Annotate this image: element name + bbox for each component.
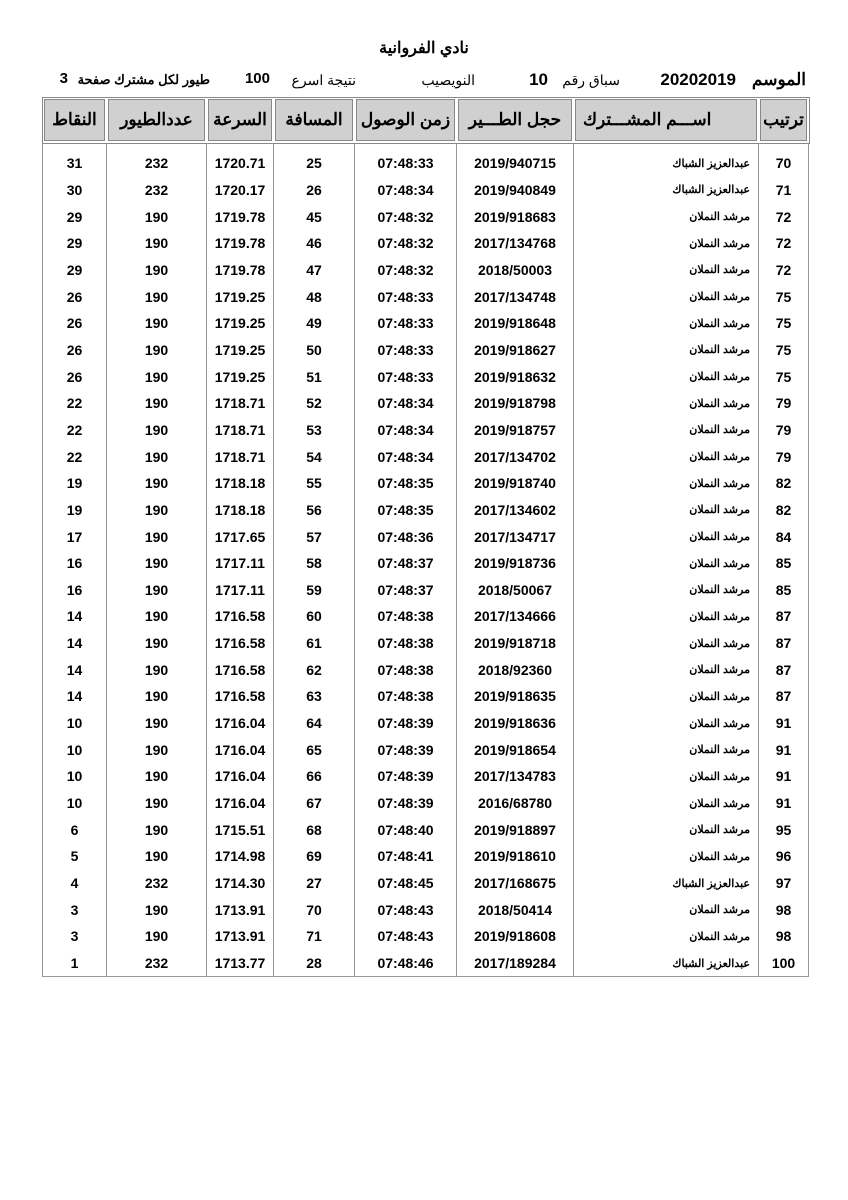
cell-speed: 1718.71: [207, 390, 274, 417]
cell-rank: 100: [759, 950, 809, 977]
cell-distance: 46: [274, 230, 355, 257]
cell-bird-count: 190: [107, 230, 207, 257]
table-row: [43, 497, 809, 524]
cell-bird-count: 190: [107, 390, 207, 417]
cell-points: 29: [43, 230, 107, 257]
col-bird-count: عددالطيور: [107, 98, 207, 143]
col-distance: المسافة: [274, 98, 355, 143]
cell-ring: 2017/168675: [457, 870, 574, 897]
cell-arrival-time: 07:48:33: [355, 143, 457, 177]
cell-points: 22: [43, 417, 107, 444]
cell-ring: 2019/918648: [457, 310, 574, 337]
cell-participant: مرشد النملان: [574, 283, 759, 310]
cell-participant: مرشد النملان: [574, 523, 759, 550]
cell-points: 30: [43, 177, 107, 204]
cell-speed: 1713.77: [207, 950, 274, 977]
cell-rank: 87: [759, 603, 809, 630]
cell-points: 26: [43, 363, 107, 390]
cell-rank: 75: [759, 337, 809, 364]
cell-rank: 72: [759, 257, 809, 284]
cell-speed: 1717.65: [207, 523, 274, 550]
cell-participant: مرشد النملان: [574, 257, 759, 284]
cell-bird-count: 190: [107, 283, 207, 310]
cell-ring: 2017/134717: [457, 523, 574, 550]
cell-rank: 72: [759, 230, 809, 257]
cell-participant: مرشد النملان: [574, 763, 759, 790]
results-table: [41, 96, 810, 977]
cell-bird-count: 190: [107, 363, 207, 390]
cell-distance: 49: [274, 310, 355, 337]
cell-rank: 85: [759, 577, 809, 604]
cell-points: 10: [43, 763, 107, 790]
cell-participant: مرشد النملان: [574, 337, 759, 364]
cell-distance: 60: [274, 603, 355, 630]
cell-participant: مرشد النملان: [574, 923, 759, 950]
cell-arrival-time: 07:48:35: [355, 470, 457, 497]
col-points: النقاط: [43, 98, 107, 143]
cell-distance: 65: [274, 736, 355, 763]
cell-speed: 1719.78: [207, 257, 274, 284]
cell-rank: 97: [759, 870, 809, 897]
cell-bird-count: 190: [107, 550, 207, 577]
cell-ring: 2019/918736: [457, 550, 574, 577]
cell-distance: 55: [274, 470, 355, 497]
cell-bird-count: 190: [107, 443, 207, 470]
result-label: نتيجة اسرع: [291, 72, 356, 88]
cell-speed: 1714.30: [207, 870, 274, 897]
cell-ring: 2019/918608: [457, 923, 574, 950]
cell-ring: 2018/50003: [457, 257, 574, 284]
cell-arrival-time: 07:48:41: [355, 843, 457, 870]
cell-speed: 1716.58: [207, 603, 274, 630]
table-row: [43, 843, 809, 870]
cell-participant: مرشد النملان: [574, 710, 759, 737]
season-label: الموسم: [751, 70, 806, 89]
cell-ring: 2019/918718: [457, 630, 574, 657]
cell-rank: 91: [759, 763, 809, 790]
cell-rank: 79: [759, 443, 809, 470]
table-row: [43, 230, 809, 257]
col-arrival-time: زمن الوصول: [355, 98, 457, 143]
cell-speed: 1716.58: [207, 683, 274, 710]
cell-arrival-time: 07:48:43: [355, 896, 457, 923]
cell-arrival-time: 07:48:34: [355, 443, 457, 470]
cell-participant: عبدالعزيز الشباك: [574, 870, 759, 897]
cell-distance: 53: [274, 417, 355, 444]
cell-bird-count: 190: [107, 257, 207, 284]
race-type: النويصيب: [421, 72, 475, 88]
cell-distance: 48: [274, 283, 355, 310]
cell-arrival-time: 07:48:33: [355, 337, 457, 364]
cell-ring: 2019/918635: [457, 683, 574, 710]
cell-distance: 59: [274, 577, 355, 604]
table-row: [43, 310, 809, 337]
cell-participant: مرشد النملان: [574, 736, 759, 763]
cell-ring: 2019/918683: [457, 203, 574, 230]
cell-points: 3: [43, 896, 107, 923]
club-title: نادي الفروانية: [379, 40, 469, 57]
cell-speed: 1719.25: [207, 337, 274, 364]
cell-points: 16: [43, 550, 107, 577]
table-row: [43, 896, 809, 923]
cell-distance: 28: [274, 950, 355, 977]
cell-ring: 2019/918636: [457, 710, 574, 737]
cell-speed: 1719.25: [207, 310, 274, 337]
cell-points: 3: [43, 923, 107, 950]
table-row: [43, 363, 809, 390]
cell-points: 5: [43, 843, 107, 870]
cell-bird-count: 190: [107, 577, 207, 604]
cell-distance: 66: [274, 763, 355, 790]
cell-rank: 75: [759, 283, 809, 310]
cell-bird-count: 190: [107, 816, 207, 843]
table-row: [43, 443, 809, 470]
race-label: سباق رقم: [562, 72, 620, 88]
cell-arrival-time: 07:48:39: [355, 790, 457, 817]
cell-rank: 79: [759, 417, 809, 444]
cell-participant: مرشد النملان: [574, 790, 759, 817]
cell-distance: 54: [274, 443, 355, 470]
cell-distance: 68: [274, 816, 355, 843]
cell-rank: 75: [759, 363, 809, 390]
table-row: [43, 203, 809, 230]
cell-arrival-time: 07:48:32: [355, 230, 457, 257]
cell-distance: 51: [274, 363, 355, 390]
table-row: [43, 656, 809, 683]
cell-participant: مرشد النملان: [574, 443, 759, 470]
cell-distance: 56: [274, 497, 355, 524]
cell-rank: 96: [759, 843, 809, 870]
cell-bird-count: 190: [107, 337, 207, 364]
cell-distance: 47: [274, 257, 355, 284]
cell-bird-count: 190: [107, 683, 207, 710]
cell-participant: مرشد النملان: [574, 683, 759, 710]
cell-rank: 91: [759, 790, 809, 817]
cell-participant: مرشد النملان: [574, 417, 759, 444]
cell-points: 22: [43, 390, 107, 417]
cell-points: 1: [43, 950, 107, 977]
cell-bird-count: 190: [107, 843, 207, 870]
cell-points: 17: [43, 523, 107, 550]
cell-points: 10: [43, 710, 107, 737]
cell-points: 26: [43, 283, 107, 310]
cell-distance: 25: [274, 143, 355, 177]
cell-bird-count: 190: [107, 310, 207, 337]
cell-bird-count: 190: [107, 417, 207, 444]
table-row: [43, 630, 809, 657]
cell-bird-count: 190: [107, 896, 207, 923]
cell-rank: 91: [759, 736, 809, 763]
table-row: [43, 950, 809, 977]
table-row: [43, 257, 809, 284]
cell-participant: مرشد النملان: [574, 577, 759, 604]
cell-bird-count: 190: [107, 523, 207, 550]
cell-points: 14: [43, 603, 107, 630]
cell-participant: مرشد النملان: [574, 603, 759, 630]
cell-rank: 98: [759, 896, 809, 923]
cell-arrival-time: 07:48:38: [355, 656, 457, 683]
cell-rank: 85: [759, 550, 809, 577]
cell-rank: 79: [759, 390, 809, 417]
col-participant: اســـم المشـــترك: [574, 98, 759, 143]
cell-participant: عبدالعزيز الشباك: [574, 143, 759, 177]
cell-participant: مرشد النملان: [574, 470, 759, 497]
table-row: [43, 470, 809, 497]
cell-rank: 87: [759, 630, 809, 657]
cell-bird-count: 190: [107, 203, 207, 230]
cell-ring: 2017/134666: [457, 603, 574, 630]
cell-speed: 1719.78: [207, 203, 274, 230]
cell-speed: 1716.58: [207, 656, 274, 683]
cell-ring: 2019/940715: [457, 143, 574, 177]
cell-points: 29: [43, 257, 107, 284]
cell-points: 19: [43, 470, 107, 497]
cell-participant: مرشد النملان: [574, 310, 759, 337]
cell-points: 14: [43, 656, 107, 683]
cell-participant: مرشد النملان: [574, 363, 759, 390]
cell-distance: 70: [274, 896, 355, 923]
cell-arrival-time: 07:48:40: [355, 816, 457, 843]
page-number: 3: [59, 70, 68, 87]
cell-participant: مرشد النملان: [574, 550, 759, 577]
cell-rank: 70: [759, 143, 809, 177]
cell-participant: مرشد النملان: [574, 843, 759, 870]
cell-arrival-time: 07:48:33: [355, 310, 457, 337]
cell-distance: 67: [274, 790, 355, 817]
cell-bird-count: 190: [107, 603, 207, 630]
cell-points: 26: [43, 310, 107, 337]
cell-speed: 1718.71: [207, 417, 274, 444]
cell-speed: 1713.91: [207, 896, 274, 923]
cell-speed: 1716.58: [207, 630, 274, 657]
cell-rank: 84: [759, 523, 809, 550]
cell-points: 26: [43, 337, 107, 364]
cell-bird-count: 190: [107, 736, 207, 763]
cell-ring: 2019/918757: [457, 417, 574, 444]
cell-speed: 1716.04: [207, 763, 274, 790]
cell-arrival-time: 07:48:38: [355, 603, 457, 630]
cell-speed: 1720.71: [207, 143, 274, 177]
cell-points: 10: [43, 790, 107, 817]
cell-ring: 2019/918610: [457, 843, 574, 870]
cell-arrival-time: 07:48:34: [355, 177, 457, 204]
cell-speed: 1719.78: [207, 230, 274, 257]
cell-arrival-time: 07:48:46: [355, 950, 457, 977]
cell-bird-count: 190: [107, 790, 207, 817]
table-row: [43, 550, 809, 577]
cell-distance: 27: [274, 870, 355, 897]
cell-arrival-time: 07:48:39: [355, 763, 457, 790]
cell-speed: 1718.18: [207, 497, 274, 524]
cell-arrival-time: 07:48:38: [355, 630, 457, 657]
cell-rank: 82: [759, 470, 809, 497]
col-ring: حجل الطـــير: [457, 98, 574, 143]
cell-distance: 64: [274, 710, 355, 737]
cell-participant: عبدالعزيز الشباك: [574, 177, 759, 204]
cell-distance: 57: [274, 523, 355, 550]
cell-ring: 2019/918740: [457, 470, 574, 497]
table-row: [43, 177, 809, 204]
cell-rank: 75: [759, 310, 809, 337]
cell-bird-count: 232: [107, 870, 207, 897]
cell-bird-count: 190: [107, 656, 207, 683]
cell-speed: 1718.71: [207, 443, 274, 470]
table-row: [43, 790, 809, 817]
table-row: [43, 763, 809, 790]
cell-participant: عبدالعزيز الشباك: [574, 950, 759, 977]
cell-arrival-time: 07:48:33: [355, 363, 457, 390]
cell-rank: 95: [759, 816, 809, 843]
col-speed: السرعة: [207, 98, 274, 143]
cell-distance: 50: [274, 337, 355, 364]
cell-arrival-time: 07:48:33: [355, 283, 457, 310]
cell-arrival-time: 07:48:32: [355, 257, 457, 284]
cell-points: 6: [43, 816, 107, 843]
cell-rank: 87: [759, 656, 809, 683]
cell-ring: 2017/134702: [457, 443, 574, 470]
season-value: 20202019: [660, 70, 736, 89]
cell-ring: 2016/68780: [457, 790, 574, 817]
cell-speed: 1716.04: [207, 736, 274, 763]
cell-distance: 58: [274, 550, 355, 577]
cell-bird-count: 190: [107, 497, 207, 524]
cell-speed: 1715.51: [207, 816, 274, 843]
cell-arrival-time: 07:48:32: [355, 203, 457, 230]
cell-speed: 1718.18: [207, 470, 274, 497]
cell-ring: 2019/918897: [457, 816, 574, 843]
cell-ring: 2017/134602: [457, 497, 574, 524]
cell-points: 31: [43, 143, 107, 177]
cell-ring: 2017/134783: [457, 763, 574, 790]
cell-bird-count: 190: [107, 923, 207, 950]
cell-arrival-time: 07:48:35: [355, 497, 457, 524]
cell-points: 14: [43, 683, 107, 710]
header-row: [43, 98, 809, 143]
cell-distance: 52: [274, 390, 355, 417]
cell-ring: 2018/50067: [457, 577, 574, 604]
cell-ring: 2018/50414: [457, 896, 574, 923]
cell-arrival-time: 07:48:37: [355, 577, 457, 604]
table-row: [43, 390, 809, 417]
cell-participant: مرشد النملان: [574, 230, 759, 257]
table-row: [43, 710, 809, 737]
cell-arrival-time: 07:48:43: [355, 923, 457, 950]
cell-participant: مرشد النملان: [574, 896, 759, 923]
cell-rank: 72: [759, 203, 809, 230]
cell-bird-count: 232: [107, 177, 207, 204]
cell-bird-count: 190: [107, 763, 207, 790]
cell-ring: 2019/918632: [457, 363, 574, 390]
table-row: [43, 337, 809, 364]
cell-rank: 87: [759, 683, 809, 710]
cell-speed: 1716.04: [207, 710, 274, 737]
cell-bird-count: 232: [107, 143, 207, 177]
cell-arrival-time: 07:48:45: [355, 870, 457, 897]
cell-ring: 2017/189284: [457, 950, 574, 977]
cell-speed: 1719.25: [207, 363, 274, 390]
cell-participant: مرشد النملان: [574, 816, 759, 843]
cell-points: 29: [43, 203, 107, 230]
cell-arrival-time: 07:48:34: [355, 417, 457, 444]
cell-ring: 2019/918654: [457, 736, 574, 763]
cell-bird-count: 190: [107, 710, 207, 737]
cell-rank: 71: [759, 177, 809, 204]
cell-bird-count: 190: [107, 630, 207, 657]
cell-speed: 1719.25: [207, 283, 274, 310]
result-count: 100: [244, 70, 270, 87]
cell-rank: 91: [759, 710, 809, 737]
cell-speed: 1713.91: [207, 923, 274, 950]
table-row: [43, 736, 809, 763]
cell-points: 19: [43, 497, 107, 524]
cell-participant: مرشد النملان: [574, 390, 759, 417]
cell-ring: 2017/134768: [457, 230, 574, 257]
table-row: [43, 923, 809, 950]
cell-bird-count: 232: [107, 950, 207, 977]
cell-participant: مرشد النملان: [574, 630, 759, 657]
table-row: [43, 683, 809, 710]
cell-bird-count: 190: [107, 470, 207, 497]
cell-ring: 2017/134748: [457, 283, 574, 310]
cell-distance: 71: [274, 923, 355, 950]
cell-ring: 2019/918798: [457, 390, 574, 417]
cell-rank: 82: [759, 497, 809, 524]
table-row: [43, 417, 809, 444]
race-number: 10: [529, 70, 548, 89]
cell-distance: 45: [274, 203, 355, 230]
cell-arrival-time: 07:48:39: [355, 736, 457, 763]
cell-ring: 2019/940849: [457, 177, 574, 204]
cell-distance: 62: [274, 656, 355, 683]
cell-speed: 1714.98: [207, 843, 274, 870]
cell-participant: مرشد النملان: [574, 656, 759, 683]
cell-participant: مرشد النملان: [574, 497, 759, 524]
cell-points: 16: [43, 577, 107, 604]
cell-distance: 69: [274, 843, 355, 870]
table-row: [43, 816, 809, 843]
table-row: [43, 577, 809, 604]
cell-ring: 2018/92360: [457, 656, 574, 683]
cell-arrival-time: 07:48:36: [355, 523, 457, 550]
cell-participant: مرشد النملان: [574, 203, 759, 230]
cell-distance: 63: [274, 683, 355, 710]
table-row: [43, 603, 809, 630]
cell-speed: 1717.11: [207, 550, 274, 577]
table-row: [43, 143, 809, 177]
cell-rank: 98: [759, 923, 809, 950]
cell-distance: 26: [274, 177, 355, 204]
cell-distance: 61: [274, 630, 355, 657]
cell-speed: 1720.17: [207, 177, 274, 204]
cell-speed: 1717.11: [207, 577, 274, 604]
per-page-label: طيور لكل مشترك صفحة: [77, 72, 210, 87]
cell-points: 10: [43, 736, 107, 763]
col-rank: ترتيب: [759, 98, 809, 143]
cell-ring: 2019/918627: [457, 337, 574, 364]
table-row: [43, 870, 809, 897]
cell-arrival-time: 07:48:38: [355, 683, 457, 710]
table-row: [43, 523, 809, 550]
cell-points: 14: [43, 630, 107, 657]
cell-arrival-time: 07:48:34: [355, 390, 457, 417]
cell-arrival-time: 07:48:37: [355, 550, 457, 577]
cell-arrival-time: 07:48:39: [355, 710, 457, 737]
cell-points: 4: [43, 870, 107, 897]
table-row: [43, 283, 809, 310]
cell-speed: 1716.04: [207, 790, 274, 817]
cell-points: 22: [43, 443, 107, 470]
